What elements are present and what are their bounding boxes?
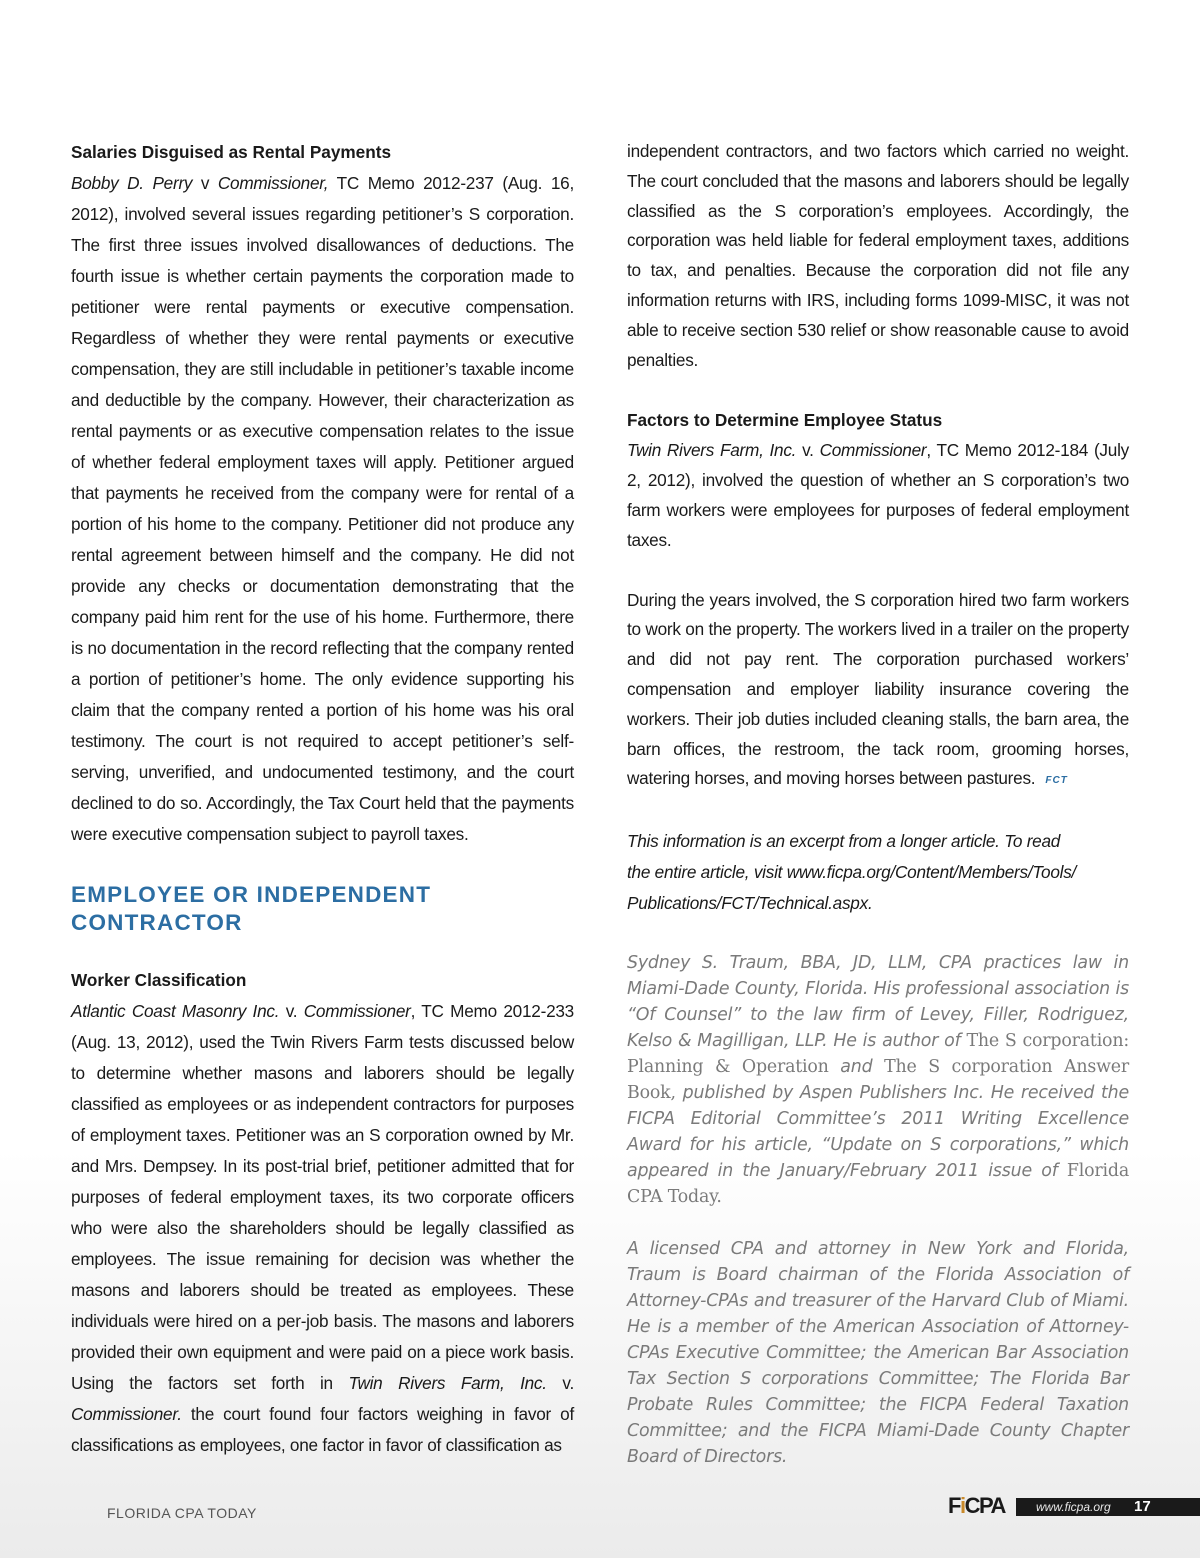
- versus: v.: [796, 440, 820, 461]
- salaries-paragraph: [71, 168, 574, 850]
- author-bio-2: A licensed CPA and attorney in New York and Florida, Traum is Board chairman of the Florida Association of Attorney-CPAs and treasurer of the Harvard Club of Miami. He is a member of the American Association of Attorney-CPAs Executive Committee; the American Bar Association Tax Section S corporations Committee; The Florida Bar Probate Rules Committee; the FICPA Federal Taxation Committee; and the FICPA Miami-Dade County Chapter Board of Directors.: [627, 1239, 1129, 1468]
- employee-status-paragraph: [627, 436, 1129, 555]
- case-name: Twin Rivers Farm, Inc.: [627, 440, 797, 461]
- spacer: [627, 919, 1129, 950]
- right-column: [627, 137, 1129, 1470]
- spacer: [627, 375, 1129, 405]
- page-footer: [948, 1492, 1200, 1522]
- section-heading-salaries: Salaries Disguised as Rental Payments: [71, 142, 392, 162]
- excerpt-note-line-3: Publications/FCT/Technical.aspx.: [627, 893, 873, 914]
- fct-end-mark: FCT: [1045, 775, 1068, 787]
- continuation-paragraph: independent contractors, and two factors which carried no weight. The court concluded that the masons and laborers should be legally classified as the S corporation’s employees. Accordingly, the corporation was held liable for federal employment taxes, additions to tax, and penalties. Because the corporation did not file any information returns with IRS, including forms 1099-MISC, it was not able to receive section 530 relief or show reasonable cause to avoid penalties.: [627, 141, 1129, 370]
- respondent: Commissioner,: [217, 173, 329, 193]
- left-column: [71, 137, 574, 1461]
- section-heading-worker-classification: Worker Classification: [71, 970, 247, 990]
- paragraph-text: TC Memo 2012-237 (Aug. 16, 2012), involved several issues regarding petitioner’s S corporation. The first three issues involved disallowances of deductions. The fourth issue is whether certain payments the corporation made to petitioner were rental payments or executive compensation. Regardless of whether they were rental payments or executive compensation, they are still includable in petitioner’s taxable income and deductible by the company. However, their characterization as rental payments or as executive compensation relates to the issue of whether federal employment taxes will apply. Petitioner argued that payments he received from the company were for rental of a portion of his home to the company. Petitioner did not produce any rental agreement between himself and the company. He did not provide any checks or documentation demonstrating that the company paid him rent for the use of his home. Furthermore, there is no documentation in the record reflecting that the company rented a portion of petitioner’s home. The only evidence supporting his claim that the company rented a portion of his home was his oral testimony. The court is not required to accept petitioner’s self-serving, unverified, and undocumented testimony, and the court declined to do so. Accordingly, the Tax Court held that the payments were executive compensation subject to payroll taxes.: [71, 173, 574, 844]
- footer-bar: [1016, 1498, 1200, 1516]
- paragraph-text: During the years involved, the S corporation hired two farm workers to work on the property. The workers lived in a trailer on the property and did not pay rent. The corporation purchased workers’ compensation and employer liability insurance covering the workers. Their job duties included cleaning stalls, the barn area, the barn offices, the restroom, the tack room, grooming horses, watering horses, and moving horses between pastures.: [627, 589, 1129, 789]
- farm-workers-paragraph: [627, 586, 1129, 797]
- major-heading-line-1: EMPLOYEE OR INDEPENDENT: [71, 882, 432, 907]
- case-name: Atlantic Coast Masonry Inc.: [71, 1001, 280, 1021]
- bio-text: and: [828, 1057, 885, 1078]
- book-title-2: The S corporation Answer Book,: [627, 1057, 1130, 1104]
- spacer: [627, 1210, 1129, 1236]
- paragraph-text: the court found four factors weighing in favor of classifications as employees, one factor in favor of classification as: [71, 1404, 574, 1455]
- respondent: Commissioner: [303, 1001, 411, 1021]
- excerpt-note: [627, 826, 1129, 919]
- cited-respondent: Commissioner.: [71, 1404, 182, 1424]
- case-name: Bobby D. Perry: [71, 173, 193, 193]
- logo-letters-cpa: CPA: [964, 1493, 1005, 1518]
- excerpt-note-line-2: the entire article, visit www.ficpa.org/Content/Members/Tools/: [627, 862, 1077, 883]
- paragraph-text: , TC Memo 2012-184 (July 2, 2012), involved the question of whether an S corporation’s two farm workers were employees for purposes of federal employment taxes.: [627, 440, 1129, 550]
- spacer: [627, 556, 1129, 586]
- paragraph-text: , TC Memo 2012-233 (Aug. 13, 2012), used the Twin Rivers Farm tests discussed below to determine whether masons and laborers should be legally classified as employees or as independent contractors for purposes of employment taxes. Petitioner was an S corporation owned by Mr. and Mrs. Dempsey. In its post-trial brief, petitioner admitted that for purposes of federal employment taxes, its two corporate officers who were also the shareholders should be legally classified as employees. The issue remaining for decision was whether the masons and laborers should be treated as employees. These individuals were hired on a per-job basis. The masons and laborers provided their own equipment and were paid on a piece work basis. Using the factors set forth in: [71, 1001, 574, 1393]
- logo-letter-f: F: [948, 1493, 960, 1518]
- section-heading-employee-status: Factors to Determine Employee Status: [627, 410, 943, 431]
- magazine-title: Florida CPA Today.: [627, 1161, 1129, 1208]
- major-heading-line-2: CONTRACTOR: [71, 910, 243, 935]
- excerpt-note-line-1: This information is an excerpt from a longer article. To read: [627, 831, 1061, 852]
- versus: v.: [279, 1001, 304, 1021]
- ficpa-logo: [948, 1494, 1005, 1518]
- page-number: 17: [1134, 1498, 1151, 1515]
- website-url: www.ficpa.org: [1036, 1500, 1111, 1514]
- versus: v: [192, 173, 218, 193]
- major-section-heading: [71, 881, 574, 937]
- publication-name: FLORIDA CPA TODAY: [107, 1505, 257, 1521]
- bio-text: Sydney S. Traum, BBA, JD, LLM, CPA practices law in Miami-Dade County, Florida. His professional association is “Of Counsel” to the law firm of Levey, Filler, Rodriguez, Kelso & Magilligan, LLP. He is author of: [627, 953, 1129, 1052]
- author-bio-1: [627, 950, 1129, 1210]
- cited-case-name: Twin Rivers Farm, Inc.: [348, 1373, 547, 1393]
- worker-classification-paragraph: [71, 996, 574, 1461]
- book-title-1: The S corporation: Planning & Operation: [627, 1031, 1129, 1078]
- bio-text: published by Aspen Publishers Inc. He received the FICPA Editorial Committee’s 2011 Writing Excellence Award for his article, “Update on S corporations,” which appeared in the January/February 2011 issue of: [627, 1083, 1129, 1182]
- versus: v.: [546, 1373, 575, 1393]
- logo-letter-i: i: [959, 1493, 965, 1518]
- respondent: Commissioner: [819, 440, 927, 461]
